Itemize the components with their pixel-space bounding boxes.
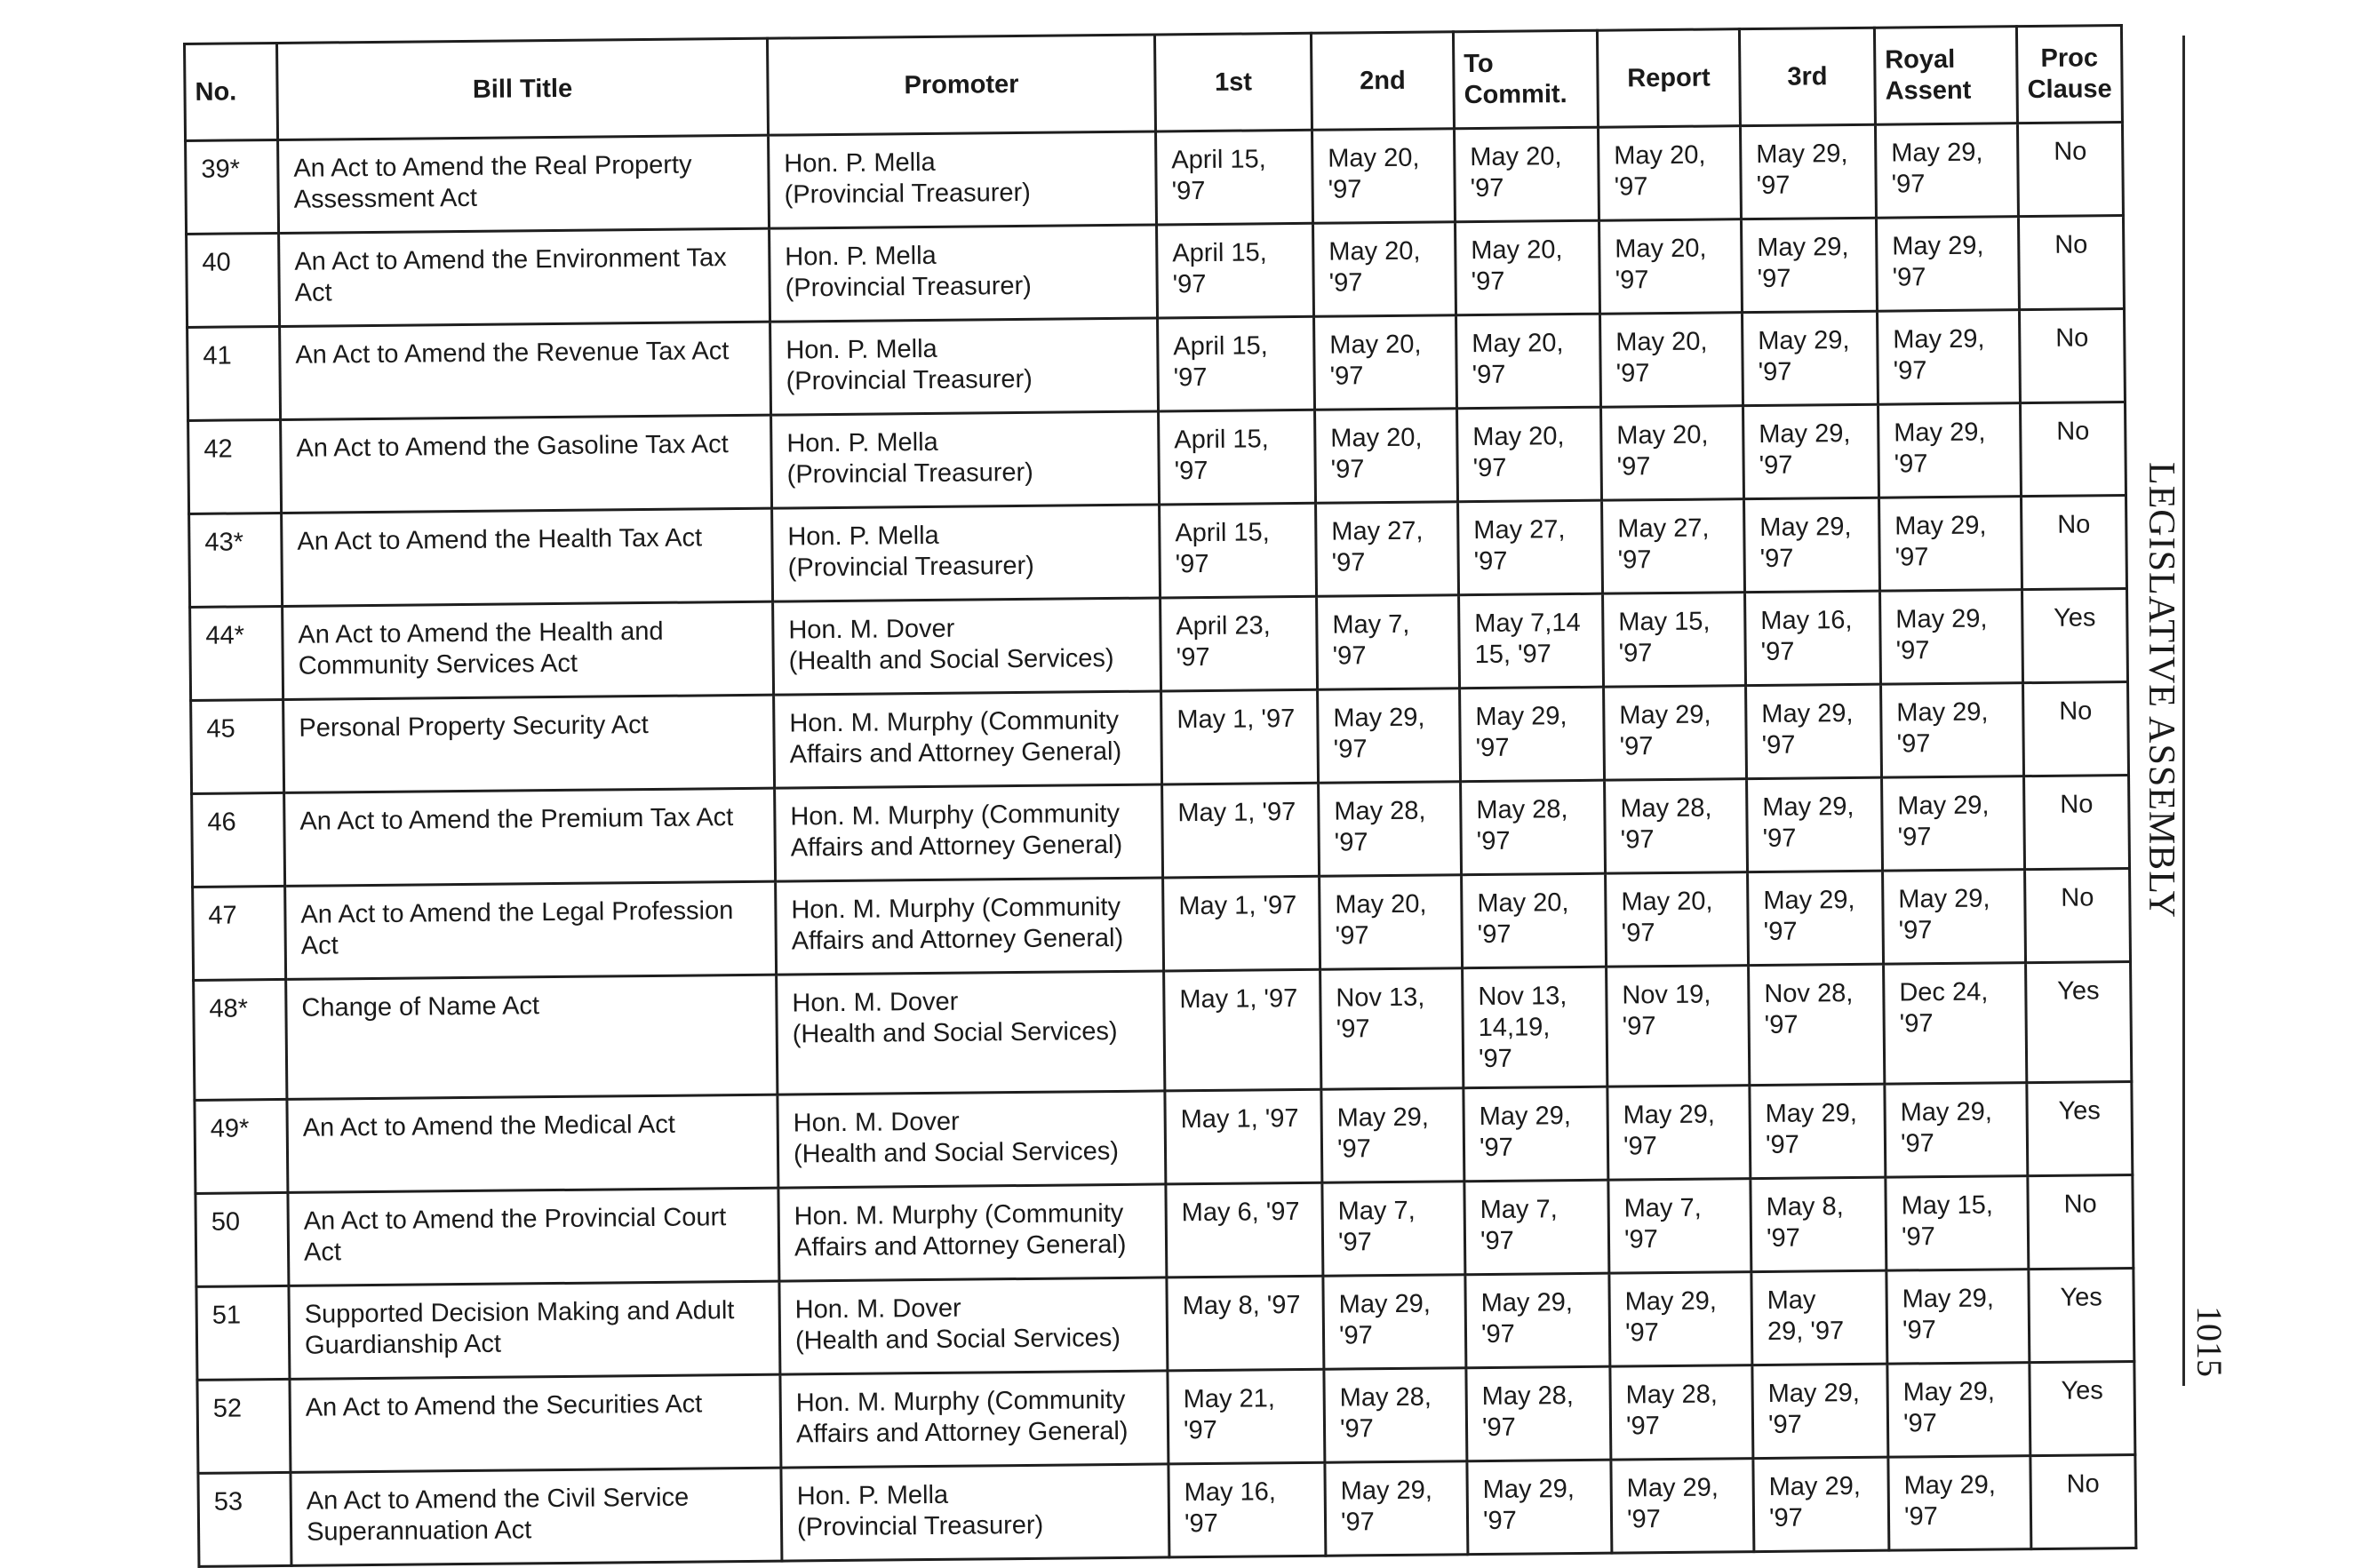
cell-proc-clause: No xyxy=(2019,309,2125,403)
header-proc-clause: Proc Clause xyxy=(2016,26,2122,123)
cell-to-commit: May 29, '97 xyxy=(1464,1086,1608,1182)
cell-no: 53 xyxy=(198,1472,291,1566)
header-to-commit: To Commit. xyxy=(1453,30,1598,129)
cell-royal-assent: May 29, '97 xyxy=(1888,1456,2031,1551)
cell-second-reading: May 20, '97 xyxy=(1313,222,1456,317)
cell-royal-assent: May 29, '97 xyxy=(1877,310,2020,405)
cell-royal-assent: May 29, '97 xyxy=(1885,1083,2028,1178)
table-row xyxy=(193,869,2131,981)
cell-first-reading: April 15, '97 xyxy=(1159,410,1316,505)
header-first: 1st xyxy=(1154,33,1312,131)
cell-proc-clause: No xyxy=(2030,1454,2136,1548)
cell-second-reading: May 7, '97 xyxy=(1317,595,1460,690)
cell-report: May 29, '97 xyxy=(1607,1086,1751,1181)
cell-third-reading: Nov 28, '97 xyxy=(1749,964,1885,1085)
cell-to-commit: May 20, '97 xyxy=(1462,873,1607,968)
cell-third-reading: May 29, '97 xyxy=(1748,871,1884,965)
cell-report: May 20, '97 xyxy=(1598,126,1741,221)
table-row xyxy=(195,1082,2133,1194)
cell-promoter: Hon. P. Mella (Provincial Treasurer) xyxy=(769,131,1157,228)
cell-proc-clause: No xyxy=(2025,869,2131,963)
table-row xyxy=(194,962,2132,1101)
cell-second-reading: May 28, '97 xyxy=(1324,1368,1467,1463)
cell-no: 40 xyxy=(187,233,280,327)
cell-report: May 27, '97 xyxy=(1602,499,1745,594)
cell-first-reading: April 15, '97 xyxy=(1157,223,1314,318)
cell-proc-clause: No xyxy=(2021,496,2126,590)
cell-bill-title: An Act to Amend the Legal Profession Act xyxy=(285,881,777,979)
cell-second-reading: May 29, '97 xyxy=(1318,688,1461,784)
cell-to-commit: May 20, '97 xyxy=(1457,407,1602,502)
cell-no: 47 xyxy=(193,886,286,980)
cell-promoter: Hon. M. Murphy (Community Affairs and Attorney General) xyxy=(774,691,1162,788)
cell-royal-assent: May 29, '97 xyxy=(1887,1363,2030,1458)
cell-report: May 15, '97 xyxy=(1603,593,1746,688)
table-row xyxy=(198,1454,2136,1566)
cell-proc-clause: No xyxy=(2028,1174,2134,1269)
cell-proc-clause: Yes xyxy=(2030,1361,2135,1455)
table-body xyxy=(186,123,2136,1567)
cell-bill-title: An Act to Amend the Environment Tax Act xyxy=(279,228,770,326)
cell-report: May 20, '97 xyxy=(1601,406,1744,501)
cell-first-reading: May 1, '97 xyxy=(1165,1089,1322,1184)
cell-no: 44* xyxy=(190,606,283,700)
cell-promoter: Hon. P. Mella (Provincial Treasurer) xyxy=(781,1464,1169,1561)
cell-first-reading: May 1, '97 xyxy=(1164,969,1321,1091)
cell-bill-title: Personal Property Security Act xyxy=(283,695,775,792)
cell-third-reading: May 29, '97 xyxy=(1743,404,1879,498)
cell-first-reading: May 1, '97 xyxy=(1162,783,1320,878)
cell-promoter: Hon. P. Mella (Provincial Treasurer) xyxy=(770,225,1158,322)
cell-no: 48* xyxy=(194,979,287,1100)
cell-first-reading: April 15, '97 xyxy=(1158,316,1315,411)
cell-bill-title: Supported Decision Making and Adult Guardianship Act xyxy=(289,1281,780,1379)
cell-second-reading: May 20, '97 xyxy=(1315,409,1458,504)
cell-first-reading: May 21, '97 xyxy=(1168,1369,1325,1464)
cell-third-reading: May 29, '97 xyxy=(1746,684,1882,778)
header-second: 2nd xyxy=(1311,32,1454,131)
cell-third-reading: May 29, '97 xyxy=(1751,1270,1887,1365)
cell-no: 41 xyxy=(187,326,281,420)
cell-no: 43* xyxy=(189,513,283,607)
table-row xyxy=(197,1361,2135,1473)
cell-bill-title: An Act to Amend the Securities Act xyxy=(290,1374,781,1472)
cell-royal-assent: May 29, '97 xyxy=(1876,217,2019,312)
cell-bill-title: An Act to Amend the Gasoline Tax Act xyxy=(281,415,772,513)
cell-first-reading: May 6, '97 xyxy=(1166,1182,1323,1277)
cell-to-commit: May 7,14 15, '97 xyxy=(1459,593,1604,688)
cell-second-reading: May 28, '97 xyxy=(1319,782,1462,877)
cell-royal-assent: May 29, '97 xyxy=(1883,870,2026,965)
cell-royal-assent: May 15, '97 xyxy=(1886,1176,2029,1271)
cell-promoter: Hon. M. Murphy (Community Affairs and Attorney General) xyxy=(780,1371,1169,1468)
header-report: Report xyxy=(1597,29,1740,128)
cell-report: May 7, '97 xyxy=(1608,1179,1751,1274)
cell-royal-assent: May 29, '97 xyxy=(1886,1270,2030,1365)
table-row xyxy=(195,1174,2134,1286)
cell-first-reading: May 16, '97 xyxy=(1169,1462,1326,1557)
cell-bill-title: Change of Name Act xyxy=(286,975,778,1099)
cell-to-commit: May 27, '97 xyxy=(1458,500,1603,595)
cell-report: May 29, '97 xyxy=(1609,1272,1752,1367)
cell-to-commit: May 29, '97 xyxy=(1467,1460,1612,1555)
cell-promoter: Hon. M. Dover (Health and Social Services) xyxy=(778,1091,1166,1188)
cell-first-reading: May 1, '97 xyxy=(1163,876,1320,971)
cell-promoter: Hon. M. Murphy (Community Affairs and Attorney General) xyxy=(775,784,1163,881)
cell-second-reading: May 29, '97 xyxy=(1325,1461,1468,1556)
cell-report: May 20, '97 xyxy=(1606,872,1749,967)
cell-to-commit: May 7, '97 xyxy=(1464,1180,1609,1275)
cell-third-reading: May 29, '97 xyxy=(1742,311,1878,405)
cell-bill-title: An Act to Amend the Provincial Court Act xyxy=(288,1188,779,1285)
cell-second-reading: May 7, '97 xyxy=(1322,1182,1465,1277)
cell-no: 52 xyxy=(197,1379,291,1473)
cell-bill-title: An Act to Amend the Real Property Assessment Act xyxy=(278,135,770,233)
margin-rule xyxy=(2182,36,2185,1386)
table-row xyxy=(187,309,2126,421)
cell-no: 39* xyxy=(186,139,279,234)
cell-third-reading: May 29, '97 xyxy=(1752,1364,1888,1458)
cell-to-commit: May 20, '97 xyxy=(1456,314,1601,409)
cell-report: Nov 19, '97 xyxy=(1607,966,1750,1087)
cell-first-reading: May 1, '97 xyxy=(1161,689,1319,784)
cell-third-reading: May 29, '97 xyxy=(1747,777,1883,872)
cell-second-reading: Nov 13, '97 xyxy=(1320,968,1464,1090)
cell-promoter: Hon. P. Mella (Provincial Treasurer) xyxy=(771,411,1160,508)
cell-report: May 20, '97 xyxy=(1599,219,1742,314)
running-header: LEGISLATIVE ASSEMBLY xyxy=(2141,462,2182,919)
cell-second-reading: May 27, '97 xyxy=(1316,502,1459,597)
cell-second-reading: May 29, '97 xyxy=(1321,1088,1464,1183)
cell-report: May 28, '97 xyxy=(1605,779,1748,874)
table-row xyxy=(186,123,2124,235)
cell-no: 50 xyxy=(195,1192,289,1286)
cell-first-reading: April 23, '97 xyxy=(1161,596,1318,691)
cell-to-commit: Nov 13, 14,19, '97 xyxy=(1463,967,1607,1088)
cell-first-reading: April 15, '97 xyxy=(1156,130,1313,225)
cell-no: 51 xyxy=(196,1285,290,1380)
cell-first-reading: May 8, '97 xyxy=(1167,1276,1324,1371)
header-royal-assent: Royal Assent xyxy=(1874,27,2017,125)
cell-report: May 20, '97 xyxy=(1600,313,1743,408)
header-promoter: Promoter xyxy=(767,35,1155,135)
cell-third-reading: May 8, '97 xyxy=(1751,1177,1886,1271)
cell-third-reading: May 29, '97 xyxy=(1750,1084,1886,1178)
header-row xyxy=(185,26,2123,141)
cell-report: May 29, '97 xyxy=(1611,1459,1754,1554)
cell-promoter: Hon. M. Dover (Health and Social Services) xyxy=(777,971,1165,1094)
cell-second-reading: May 20, '97 xyxy=(1312,129,1456,224)
cell-proc-clause: No xyxy=(2024,776,2130,870)
cell-third-reading: May 29, '97 xyxy=(1740,124,1876,219)
table-row xyxy=(192,776,2130,887)
cell-royal-assent: Dec 24, '97 xyxy=(1884,963,2027,1085)
cell-promoter: Hon. P. Mella (Provincial Treasurer) xyxy=(772,505,1161,601)
cell-bill-title: An Act to Amend the Health and Community Services Act xyxy=(283,601,774,699)
cell-second-reading: May 29, '97 xyxy=(1323,1275,1466,1370)
cell-third-reading: May 29, '97 xyxy=(1753,1457,1889,1551)
cell-to-commit: May 20, '97 xyxy=(1456,220,1600,315)
cell-proc-clause: No xyxy=(2023,682,2129,776)
cell-royal-assent: May 29, '97 xyxy=(1879,497,2022,592)
page-number: 1015 xyxy=(2189,1306,2229,1377)
cell-royal-assent: May 29, '97 xyxy=(1875,123,2018,219)
cell-promoter: Hon. M. Dover (Health and Social Services) xyxy=(773,598,1161,695)
table-row xyxy=(188,402,2126,514)
cell-to-commit: May 29, '97 xyxy=(1465,1273,1610,1368)
cell-no: 42 xyxy=(188,419,282,513)
cell-third-reading: May 16, '97 xyxy=(1745,591,1881,685)
cell-promoter: Hon. M. Murphy (Community Affairs and Attorney General) xyxy=(778,1184,1167,1281)
cell-to-commit: May 29, '97 xyxy=(1460,687,1605,782)
cell-third-reading: May 29, '97 xyxy=(1744,497,1880,592)
cell-royal-assent: May 29, '97 xyxy=(1882,776,2025,872)
cell-bill-title: An Act to Amend the Premium Tax Act xyxy=(284,788,776,886)
table-row xyxy=(187,216,2125,328)
cell-proc-clause: No xyxy=(2017,123,2123,217)
bills-table xyxy=(183,24,2137,1568)
cell-second-reading: May 20, '97 xyxy=(1320,875,1463,970)
table-row xyxy=(190,589,2128,701)
cell-royal-assent: May 29, '97 xyxy=(1878,403,2021,498)
cell-bill-title: An Act to Amend the Health Tax Act xyxy=(282,508,773,606)
cell-royal-assent: May 29, '97 xyxy=(1881,683,2024,778)
cell-no: 49* xyxy=(195,1099,288,1193)
cell-proc-clause: Yes xyxy=(2022,589,2128,683)
cell-bill-title: An Act to Amend the Revenue Tax Act xyxy=(280,322,771,419)
cell-proc-clause: Yes xyxy=(2027,1082,2133,1176)
cell-to-commit: May 28, '97 xyxy=(1461,780,1606,875)
table-row xyxy=(196,1268,2134,1380)
header-no: No. xyxy=(185,43,278,140)
cell-proc-clause: No xyxy=(2018,216,2124,310)
cell-promoter: Hon. M. Murphy (Community Affairs and Attorney General) xyxy=(776,878,1164,975)
cell-report: May 29, '97 xyxy=(1604,686,1747,781)
table-row xyxy=(191,682,2129,794)
cell-report: May 28, '97 xyxy=(1610,1365,1753,1461)
table-row xyxy=(189,496,2127,608)
cell-bill-title: An Act to Amend the Civil Service Superannuation Act xyxy=(291,1468,782,1565)
cell-no: 45 xyxy=(191,699,284,793)
cell-second-reading: May 20, '97 xyxy=(1314,315,1457,410)
header-bill-title: Bill Title xyxy=(277,38,769,139)
cell-to-commit: May 28, '97 xyxy=(1466,1366,1611,1461)
cell-first-reading: April 15, '97 xyxy=(1160,503,1317,598)
cell-proc-clause: Yes xyxy=(2029,1268,2134,1362)
cell-no: 46 xyxy=(192,792,285,887)
cell-third-reading: May 29, '97 xyxy=(1741,218,1877,312)
cell-promoter: Hon. P. Mella (Provincial Treasurer) xyxy=(770,318,1159,415)
cell-royal-assent: May 29, '97 xyxy=(1880,590,2023,685)
cell-proc-clause: Yes xyxy=(2026,962,2132,1083)
cell-to-commit: May 20, '97 xyxy=(1454,127,1599,222)
cell-bill-title: An Act to Amend the Medical Act xyxy=(287,1094,778,1192)
header-third: 3rd xyxy=(1739,28,1875,125)
cell-proc-clause: No xyxy=(2020,402,2126,497)
cell-promoter: Hon. M. Dover (Health and Social Services) xyxy=(779,1277,1168,1374)
